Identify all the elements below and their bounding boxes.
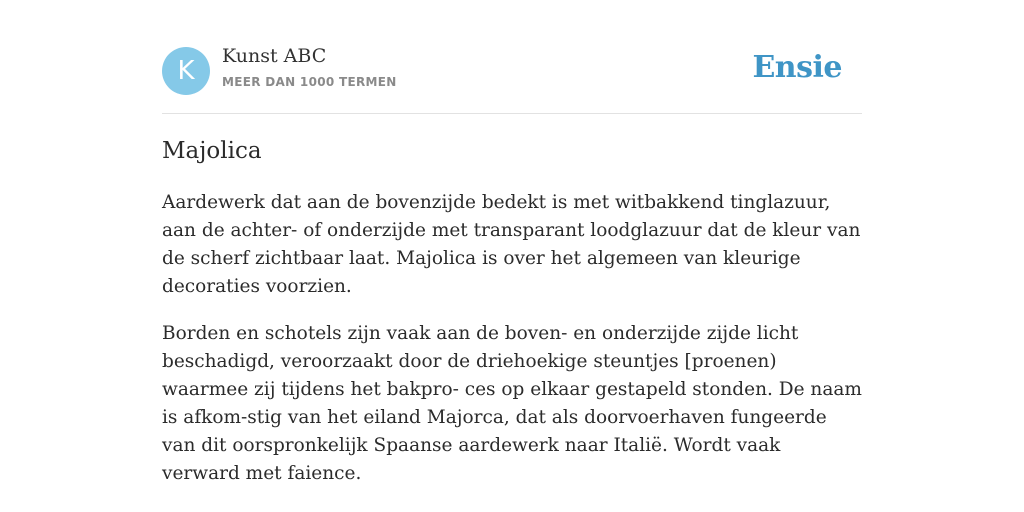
definition-card xyxy=(162,0,862,512)
definition-body xyxy=(162,189,862,507)
source-title-link[interactable]: Kunst ABC xyxy=(222,45,327,67)
source-header xyxy=(162,0,862,114)
definition-paragraph: Borden en schotels zijn vaak aan de boven- en onderzijde zijde licht beschadigd, veroorzaakt door de driehoekige steuntjes [proenen) waarmee zij tijdens het bakpro- ces op elkaar gestapeld stonden. De naam is afkom-stig van het eiland Majorca, dat als doorvoerhaven fungeerde van dit oorspronkelijk Spaanse aardewerk naar Italië. Wordt vaak verward met faience. xyxy=(162,323,862,484)
source-avatar[interactable]: K xyxy=(162,47,210,95)
ensie-logo[interactable]: Ensie xyxy=(752,50,842,85)
definition-paragraph: Aardewerk dat aan de bovenzijde bedekt is met witbakkend tinglazuur, aan de achter- of onderzijde met transparant loodglazuur dat de kleur van de scherf zichtbaar laat. Majolica is over het algemeen van kleurige decoraties voorzien. xyxy=(162,192,861,297)
source-term-count: MEER DAN 1000 TERMEN xyxy=(222,75,397,89)
term-title: Majolica xyxy=(162,138,262,164)
